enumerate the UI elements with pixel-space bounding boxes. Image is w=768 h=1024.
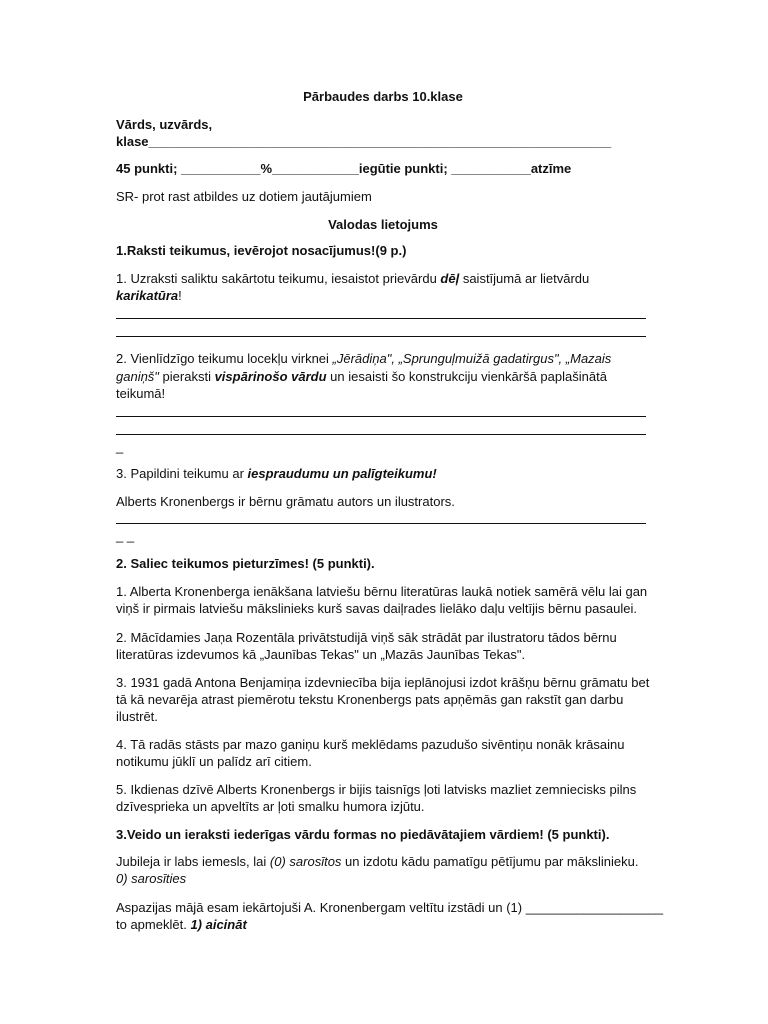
q2-series: „Jērādiņa", „Sprunguļmuižā gadatirgus", „Mazais [332, 351, 612, 366]
task2-item-1-line1: 1. Alberta Kronenberga ienākšana latviešu bērnu literatūras laukā notiek samērā vēlu lai gan [116, 584, 648, 599]
q1-keyword: dēļ [440, 271, 460, 286]
example-text-c: un izdotu kādu pamatīgu pētījumu par mākslinieku. [341, 854, 639, 869]
page-title: Pārbaudes darbs 10.klase [303, 89, 463, 104]
task2-item-1-line2: viņš ir pirmais latviešu mākslinieks kurš savas daiļrades lielāko daļu veltījis bērnu pasaulei. [116, 601, 637, 616]
q2-text-f: un iesaisti šo konstrukciju vienkāršā paplašinātā [326, 369, 607, 384]
task1-q3-line1 [116, 465, 437, 483]
task3-q1-line2 [116, 916, 247, 934]
task3-q1-line1: Aspazijas mājā esam iekārtojuši A. Kronenbergam veltītu izstādi un (1) ___________________ [116, 900, 664, 915]
task2-item-2-line2: literatūras izdevumos kā „Jaunības Tekas" un „Mazās Jaunības Tekas". [116, 647, 526, 662]
task2-item-5-line2: dzīvesprieka un apveltīts ar ļoti smalku humora izjūtu. [116, 799, 425, 814]
q1-text-c: saistījumā ar lietvārdu [459, 271, 590, 286]
task1-q2-line2 [116, 368, 607, 386]
example-text-a: Jubileja ir labs iemesls, lai [116, 854, 270, 869]
q1-noun: karikatūra [116, 288, 179, 303]
q1-text-e: ! [178, 288, 182, 303]
answer-line [116, 523, 646, 524]
q3-text-a: 3. Papildini teikumu ar [116, 466, 248, 481]
q2-text-d: pieraksti [158, 369, 215, 384]
task2-item-3-line3: ilustrēt. [116, 709, 158, 724]
answer-line [116, 336, 646, 337]
task1-q2-line1 [116, 350, 611, 368]
q1-text-b: to apmeklēt. [116, 917, 191, 932]
example-answer: (0) sarosītos [269, 854, 342, 869]
task2-heading: 2. Saliec teikumos pieturzīmes! (5 punkti). [116, 556, 375, 571]
q2-keyword: vispārinošo vārdu [214, 369, 327, 384]
sr-note: SR- prot rast atbildes uz dotiem jautājumiem [116, 189, 372, 204]
task2-item-4-line1: 4. Tā radās stāsts par mazo ganiņu kurš meklēdams pazudušo sivēntiņu nonāk krāsainu [116, 737, 625, 752]
q1-text-a: 1. Uzraksti saliktu sakārtotu teikumu, iesaistot prievārdu [116, 271, 441, 286]
answer-line-tail: _ _ [116, 528, 135, 543]
q2-text-a: 2. Vienlīdzīgo teikumu locekļu virknei [116, 351, 333, 366]
example-hint: 0) sarosīties [116, 871, 187, 886]
task1-q3-sentence: Alberts Kronenbergs ir bērnu grāmatu autors un ilustrators. [116, 494, 455, 509]
q1-hint: 1) aicināt [190, 917, 247, 932]
class-line: klase________________________________________________________________ [116, 134, 612, 149]
task1-heading: 1.Raksti teikumus, ievērojot nosacījumus!(9 p.) [116, 243, 407, 258]
task2-item-2-line1: 2. Mācīdamies Jaņa Rozentāla privātstudijā viņš sāk strādāt par ilustratoru tādos bērnu [116, 630, 617, 645]
q2-series-end: ganiņš" [116, 369, 159, 384]
task3-heading: 3.Veido un ieraksti iederīgas vārdu formas no piedāvātajiem vārdiem! (5 punkti). [116, 827, 610, 842]
task1-q1-line2 [116, 287, 182, 305]
answer-line [116, 318, 646, 319]
task2-item-5-line1: 5. Ikdienas dzīvē Alberts Kronenbergs ir bijis taisnīgs ļoti latvisks mazliet zemniecisks pilns [116, 782, 637, 797]
answer-line [116, 434, 646, 435]
task2-item-3-line1: 3. 1931 gadā Antona Benjamiņa izdevniecība bija ieplānojusi izdot krāšņu bērnu grāmatu bet [116, 675, 650, 690]
points-line: 45 punkti; ___________%____________iegūtie punkti; ___________atzīme [116, 161, 572, 176]
section-title: Valodas lietojums [328, 217, 438, 232]
task3-example-line [116, 853, 638, 871]
task1-q1-line1 [116, 270, 589, 288]
answer-line-tail: _ [116, 439, 124, 454]
task2-item-4-line2: notikumu jūklī un palīdz arī citiem. [116, 754, 312, 769]
name-label: Vārds, uzvārds, [116, 117, 213, 132]
answer-line [116, 416, 646, 417]
task2-item-3-line2: tā kā nevarēja atrast piemērotu tekstu Kronenbergs pats apņēmās gan rakstīt gan darbu [116, 692, 624, 707]
q3-keyword: iespraudumu un palīgteikumu! [247, 466, 437, 481]
task1-q2-line3: teikumā! [116, 386, 166, 401]
